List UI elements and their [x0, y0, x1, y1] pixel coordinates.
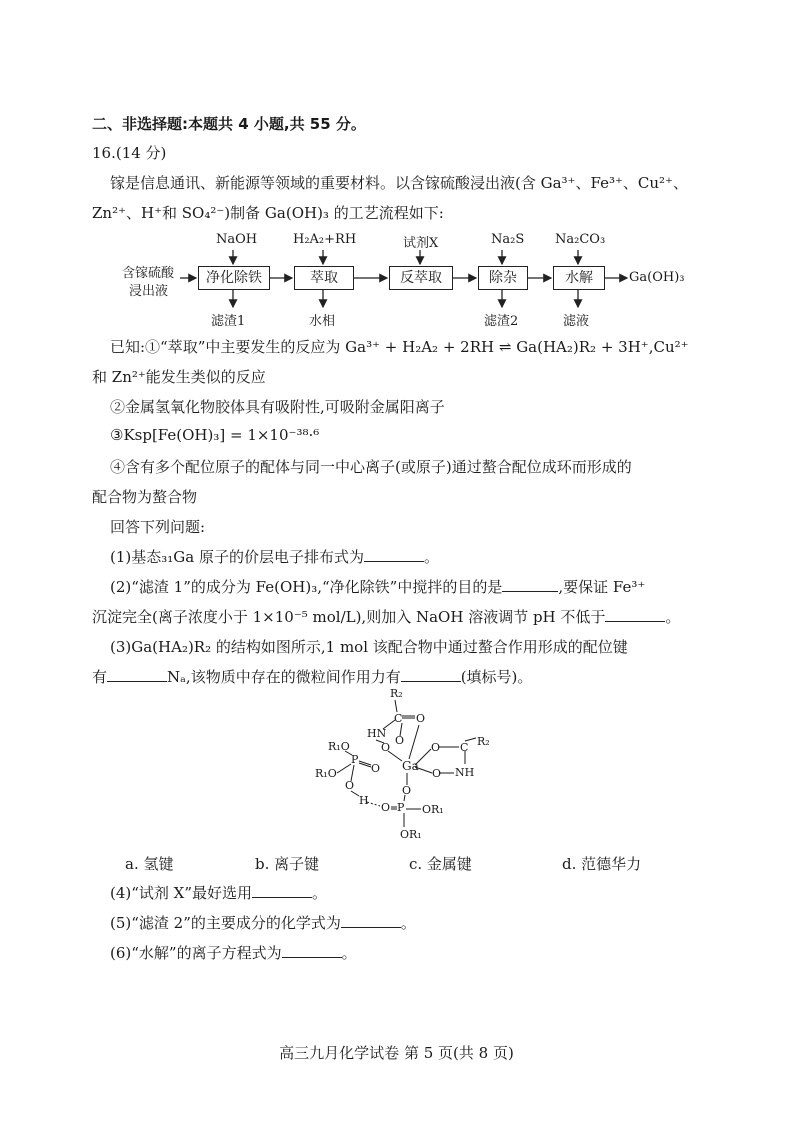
known-item-4-line-2: 配合物为螯合物 [92, 488, 198, 506]
question-number: 16.(14 分) [92, 144, 167, 162]
section-title: 二、非选择题:本题共 4 小题,共 55 分。 [92, 115, 366, 133]
atom-o-below-p: O [345, 779, 355, 792]
question-1-end: 。 [423, 548, 439, 566]
atom-r2-right: R₂ [477, 735, 490, 748]
question-3-line-1: (3)Ga(HA₂)R₂ 的结构如图所示,1 mol 该配合物中通过螯合作用形成的配位键 [110, 638, 628, 656]
atom-c-top: C [394, 712, 403, 725]
question-5-end: 。 [400, 914, 416, 932]
question-6-end: 。 [341, 944, 357, 962]
option-a: a. 氢键 [125, 855, 174, 873]
atom-r2-top: R₂ [390, 687, 403, 700]
atom-nh: NH [455, 766, 475, 779]
start-label-1: 含镓硫酸 [122, 266, 175, 281]
atom-p-lower: P [397, 801, 405, 814]
step-impurity-removal: 除杂 [478, 266, 528, 290]
question-3-text: 有 [92, 668, 108, 686]
option-b: b. 离子键 [255, 855, 320, 873]
step-back-extraction: 反萃取 [389, 266, 453, 290]
reagent-h2a2-rh: H₂A₂+RH [293, 232, 357, 247]
reagent-na2co3: Na₂CO₃ [555, 232, 606, 247]
atom-o-right-low: O [432, 767, 442, 780]
answer-prompt: 回答下列问题: [110, 518, 206, 536]
option-d: d. 范德华力 [562, 855, 642, 873]
question-2-end: 。 [665, 608, 681, 626]
atom-r1o-top: R₁O [328, 740, 350, 753]
output-residue-1: 滤渣1 [211, 314, 246, 329]
option-c: c. 金属键 [409, 855, 472, 873]
question-1 [110, 546, 439, 567]
atom-c-right: C [460, 741, 469, 754]
answer-blank-4[interactable] [252, 885, 312, 898]
answer-blank-3a[interactable] [107, 669, 167, 682]
known-item-3: ③Ksp[Fe(OH)₃] = 1×10⁻³⁸·⁶ [110, 426, 320, 444]
question-2-text-2: 沉淀完全(离子浓度小于 1×10⁻⁵ mol/L),则加入 NaOH 溶液调节 pH 不低于 [92, 608, 606, 626]
atom-o-right: O [431, 741, 441, 754]
question-6 [110, 942, 357, 963]
atom-o-p-double: O [371, 762, 381, 775]
question-3-line-2 [92, 666, 532, 687]
flowchart-arrows [0, 0, 793, 340]
end-product: Ga(OH)₃ [629, 270, 685, 285]
known-item-2: ②金属氢氧化物胶体具有吸附性,可吸附金属阳离子 [110, 398, 445, 416]
question-2-text-cont: ,要保证 Fe³⁺ [558, 578, 646, 596]
reagent-na2s: Na₂S [491, 232, 525, 247]
intro-line-1: 镓是信息通讯、新能源等领域的重要材料。以含镓硫酸浸出液(含 Ga³⁺、Fe³⁺、Cu²⁺、 [110, 174, 688, 192]
atom-o-top: O [416, 712, 426, 725]
atom-r1o-bottom: R₁O [315, 767, 337, 780]
question-2-text: (2)“滤渣 1”的成分为 Fe(OH)₃,“净化除铁”中搅拌的目的是 [110, 578, 503, 596]
question-4-text: (4)“试剂 X”最好选用 [110, 884, 253, 902]
atom-o-lower: O [381, 801, 391, 814]
answer-blank-2a[interactable] [502, 579, 558, 592]
question-5-text: (5)“滤渣 2”的主要成分的化学式为 [110, 914, 341, 932]
question-1-text: (1)基态₃₁Ga 原子的价层电子排布式为 [110, 548, 364, 566]
question-3-end: (填标号)。 [460, 668, 533, 686]
reagent-naoh: NaOH [216, 232, 258, 247]
known-item-1-line-2: 和 Zn²⁺能发生类似的反应 [92, 368, 266, 386]
step-hydrolysis: 水解 [553, 266, 605, 290]
answer-blank-6[interactable] [282, 945, 342, 958]
start-label-2: 浸出液 [129, 284, 169, 299]
known-item-4-line-1: ④含有多个配位原子的配体与同一中心离子(或原子)通过螯合配位成环而形成的 [110, 458, 632, 476]
question-2-line-1 [110, 576, 645, 597]
question-3-text-mid: Nₐ,该物质中存在的微粒间作用力有 [167, 668, 401, 686]
output-aqueous: 水相 [309, 314, 336, 329]
atom-h: H [359, 794, 369, 807]
atom-or1-bottom: OR₁ [400, 828, 422, 841]
answer-blank-1[interactable] [364, 549, 424, 562]
atom-p-left: P [351, 753, 359, 766]
atom-o-ga-below: O [402, 784, 412, 797]
question-4 [110, 882, 327, 903]
output-filtrate: 滤液 [563, 314, 590, 329]
atom-or1-right: OR₁ [422, 803, 444, 816]
answer-blank-2b[interactable] [605, 609, 665, 622]
step-extraction: 萃取 [294, 266, 354, 290]
question-6-text: (6)“水解”的离子方程式为 [110, 944, 282, 962]
question-4-end: 。 [312, 884, 328, 902]
answer-blank-5[interactable] [341, 915, 401, 928]
reagent-x: 试剂X [403, 236, 439, 251]
atom-ga: Ga [402, 759, 419, 773]
atom-o-ga-above: O [395, 734, 405, 747]
answer-blank-3b[interactable] [401, 669, 461, 682]
intro-line-2: Zn²⁺、H⁺和 SO₄²⁻)制备 Ga(OH)₃ 的工艺流程如下: [92, 204, 444, 222]
chelate-structure-diagram [305, 685, 505, 845]
question-2-line-2 [92, 606, 680, 627]
atom-o-left-top: O [381, 741, 391, 754]
step-purify-iron: 净化除铁 [198, 266, 270, 290]
output-residue-2: 滤渣2 [484, 314, 519, 329]
known-item-1-line-1: 已知:①“萃取”中主要发生的反应为 Ga³⁺ + H₂A₂ + 2RH ⇌ Ga(HA₂)R₂ + 3H⁺,Cu²⁺ [110, 338, 689, 356]
page-footer: 高三九月化学试卷 第 5 页(共 8 页) [279, 1044, 514, 1062]
atom-hn: HN [367, 727, 387, 740]
question-5 [110, 912, 416, 933]
